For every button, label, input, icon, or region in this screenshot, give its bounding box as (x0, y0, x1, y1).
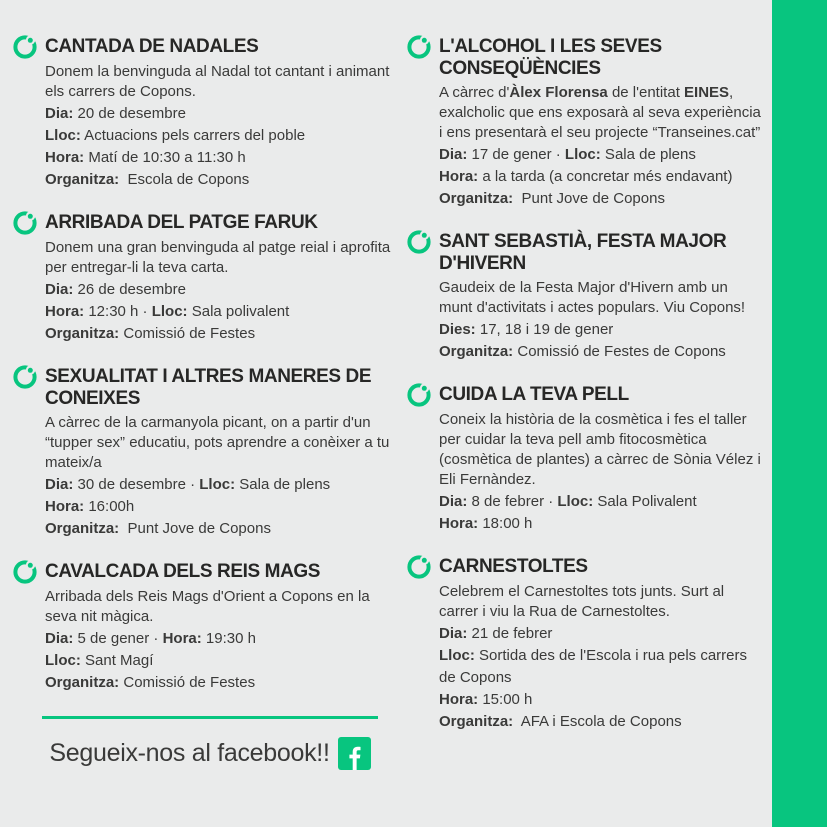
field-label: Lloc: (557, 493, 594, 510)
event-detail-line (45, 125, 399, 147)
clock-icon (407, 383, 431, 407)
event-detail-line (439, 144, 764, 166)
facebook-f-icon[interactable] (338, 737, 371, 770)
field-value: 21 de febrer (467, 625, 553, 642)
event-item (13, 212, 399, 345)
facebook-follow-section (42, 716, 378, 770)
clock-icon (407, 35, 431, 59)
field-label: Dia: (439, 625, 468, 642)
event-detail-line (45, 279, 399, 301)
clock-icon (13, 365, 37, 389)
event-title: CAVALCADA DELS REIS MAGS (45, 561, 321, 582)
field-value: Sortida des de l'Escola i rua pels carrers de Copons (439, 647, 752, 686)
event-detail-line (439, 319, 764, 341)
description-text: Coneix la història de la cosmètica i fes el taller per cuidar la teva pell amb fitocosmètica (cosmètica de plantes) a càrrec de Sònia Vélez i Eli Fernàndez. (439, 411, 765, 488)
event-body (45, 410, 399, 540)
green-sidebar (772, 0, 827, 827)
field-value: 17 de gener · (467, 146, 565, 163)
description-bold-text: EINES (684, 84, 730, 101)
event-description (439, 278, 764, 318)
field-label: Hora: (439, 168, 479, 185)
field-value: Escola de Copons (119, 171, 250, 188)
field-value: 8 de febrer · (467, 493, 558, 510)
event-detail-line (439, 166, 764, 188)
event-detail-line (439, 645, 764, 689)
field-label: Organitza: (439, 190, 514, 207)
field-value: 19:30 h (201, 630, 256, 647)
clock-icon (13, 211, 37, 235)
event-item (407, 384, 764, 535)
field-label: Dia: (439, 146, 468, 163)
event-description (439, 410, 764, 490)
event-description (45, 413, 399, 473)
description-text: A càrrec de la carmanyola picant, on a partir d'un “tupper sex” educatiu, pots aprendre a conèixer a tu mateix/a (45, 414, 394, 471)
event-detail-line (45, 323, 399, 345)
field-value: Comissió de Festes (119, 674, 256, 691)
field-value: Actuacions pels carrers del poble (80, 127, 306, 144)
field-label: Lloc: (151, 303, 188, 320)
event-detail-line (45, 628, 399, 650)
events-list-left (13, 36, 399, 694)
field-label: Hora: (162, 630, 202, 647)
event-title: SEXUALITAT I ALTRES MANERES DE CONEIXES (45, 366, 372, 409)
column-left (13, 36, 399, 770)
field-value: 30 de desembre · (73, 476, 200, 493)
field-label: Organitza: (45, 171, 120, 188)
field-label: Lloc: (45, 652, 81, 669)
event-title: CANTADA DE NADALES (45, 36, 259, 57)
event-detail-line (439, 513, 764, 535)
event-detail-line (439, 689, 764, 711)
field-value: Sala de plens (600, 146, 696, 163)
field-value: 20 de desembre (73, 105, 186, 122)
clock-icon (407, 230, 431, 254)
event-description (45, 62, 399, 102)
field-value: Punt Jove de Copons (513, 190, 665, 207)
event-title: CARNESTOLTES (439, 556, 588, 577)
event-detail-line (45, 301, 399, 323)
field-label: Hora: (439, 515, 479, 532)
description-text: A càrrec d' (439, 84, 510, 101)
event-body (439, 579, 764, 733)
field-label: Dia: (45, 630, 74, 647)
field-value: Comissió de Festes (119, 325, 256, 342)
description-text: Gaudeix de la Festa Major d'Hivern amb un munt d'activitats i actes populars. Viu Copons! (439, 279, 746, 316)
field-label: Organitza: (439, 713, 514, 730)
event-title: SANT SEBASTIÀ, FESTA MAJOR D'HIVERN (439, 231, 727, 274)
description-text: Donem una gran benvinguda al patge reial i aprofita per entregar-li la teva carta. (45, 239, 395, 276)
event-item (407, 556, 764, 733)
field-value: 15:00 h (478, 691, 533, 708)
field-value: Sala Polivalent (593, 493, 697, 510)
event-detail-line (439, 188, 764, 210)
field-value: a la tarda (a concretar més endavant) (478, 168, 733, 185)
description-text: Donem la benvinguda al Nadal tot cantant i animant els carrers de Copons. (45, 63, 394, 100)
field-value: Punt Jove de Copons (119, 520, 271, 537)
event-detail-line (45, 474, 399, 496)
event-body (45, 235, 399, 345)
event-detail-line (45, 169, 399, 191)
field-label: Organitza: (45, 325, 120, 342)
field-value: Sala de plens (235, 476, 331, 493)
field-label: Dia: (439, 493, 468, 510)
field-label: Dia: (45, 281, 74, 298)
facebook-link[interactable] (42, 737, 378, 770)
event-detail-line (45, 496, 399, 518)
event-description (45, 587, 399, 627)
field-label: Dies: (439, 321, 476, 338)
field-label: Organitza: (45, 674, 120, 691)
field-label: Lloc: (45, 127, 81, 144)
event-description (45, 238, 399, 278)
clock-icon (13, 560, 37, 584)
divider-line (42, 716, 378, 719)
event-item (13, 366, 399, 540)
event-description (439, 582, 764, 622)
event-detail-line (439, 711, 764, 733)
field-value: 26 de desembre (73, 281, 186, 298)
event-body (439, 80, 764, 210)
field-label: Lloc: (439, 647, 475, 664)
field-value: Comissió de Festes de Copons (513, 343, 726, 360)
event-item (13, 561, 399, 694)
field-label: Dia: (45, 105, 74, 122)
event-body (45, 59, 399, 191)
event-detail-line (439, 341, 764, 363)
facebook-follow-label: Segueix-nos al facebook!! (49, 739, 330, 767)
field-label: Hora: (45, 498, 85, 515)
event-detail-line (45, 147, 399, 169)
event-item (13, 36, 399, 191)
event-description (439, 83, 764, 143)
field-value: Sala polivalent (187, 303, 290, 320)
clock-icon (13, 35, 37, 59)
event-body (45, 584, 399, 694)
field-label: Organitza: (45, 520, 120, 537)
event-item (407, 231, 764, 363)
column-right (407, 36, 764, 770)
field-label: Organitza: (439, 343, 514, 360)
event-detail-line (439, 491, 764, 513)
field-value: 16:00h (84, 498, 135, 515)
field-label: Lloc: (564, 146, 601, 163)
description-text: de l'entitat (607, 84, 685, 101)
field-label: Hora: (45, 149, 85, 166)
description-text: , exalcholic que ens exposarà al seva experiència i ens presentarà el seu projecte “Transeines.cat” (439, 84, 766, 141)
field-value: 17, 18 i 19 de gener (475, 321, 614, 338)
event-detail-line (45, 650, 399, 672)
event-detail-line (45, 518, 399, 540)
field-value: Sant Magí (80, 652, 154, 669)
event-detail-line (439, 623, 764, 645)
description-text: Celebrem el Carnestoltes tots junts. Surt al carrer i viu la Rua de Carnestoltes. (439, 583, 729, 620)
clock-icon (407, 555, 431, 579)
event-title: L'ALCOHOL I LES SEVES CONSEQÜÈNCIES (439, 36, 662, 79)
field-label: Hora: (439, 691, 479, 708)
field-value: Matí de 10:30 a 11:30 h (84, 149, 246, 166)
events-list-right (407, 36, 764, 733)
event-body (439, 407, 764, 535)
event-item (407, 36, 764, 210)
field-value: AFA i Escola de Copons (513, 713, 682, 730)
description-bold-text: Àlex Florensa (509, 84, 608, 101)
event-detail-line (45, 103, 399, 125)
field-value: 18:00 h (478, 515, 533, 532)
field-label: Lloc: (199, 476, 236, 493)
field-label: Hora: (45, 303, 85, 320)
field-value: 12:30 h · (84, 303, 152, 320)
description-text: Arribada dels Reis Mags d'Orient a Copons en la seva nit màgica. (45, 588, 374, 625)
event-detail-line (45, 672, 399, 694)
event-title: CUIDA LA TEVA PELL (439, 384, 629, 405)
event-title: ARRIBADA DEL PATGE FARUK (45, 212, 318, 233)
field-value: 5 de gener · (73, 630, 163, 647)
event-body (439, 275, 764, 363)
field-label: Dia: (45, 476, 74, 493)
